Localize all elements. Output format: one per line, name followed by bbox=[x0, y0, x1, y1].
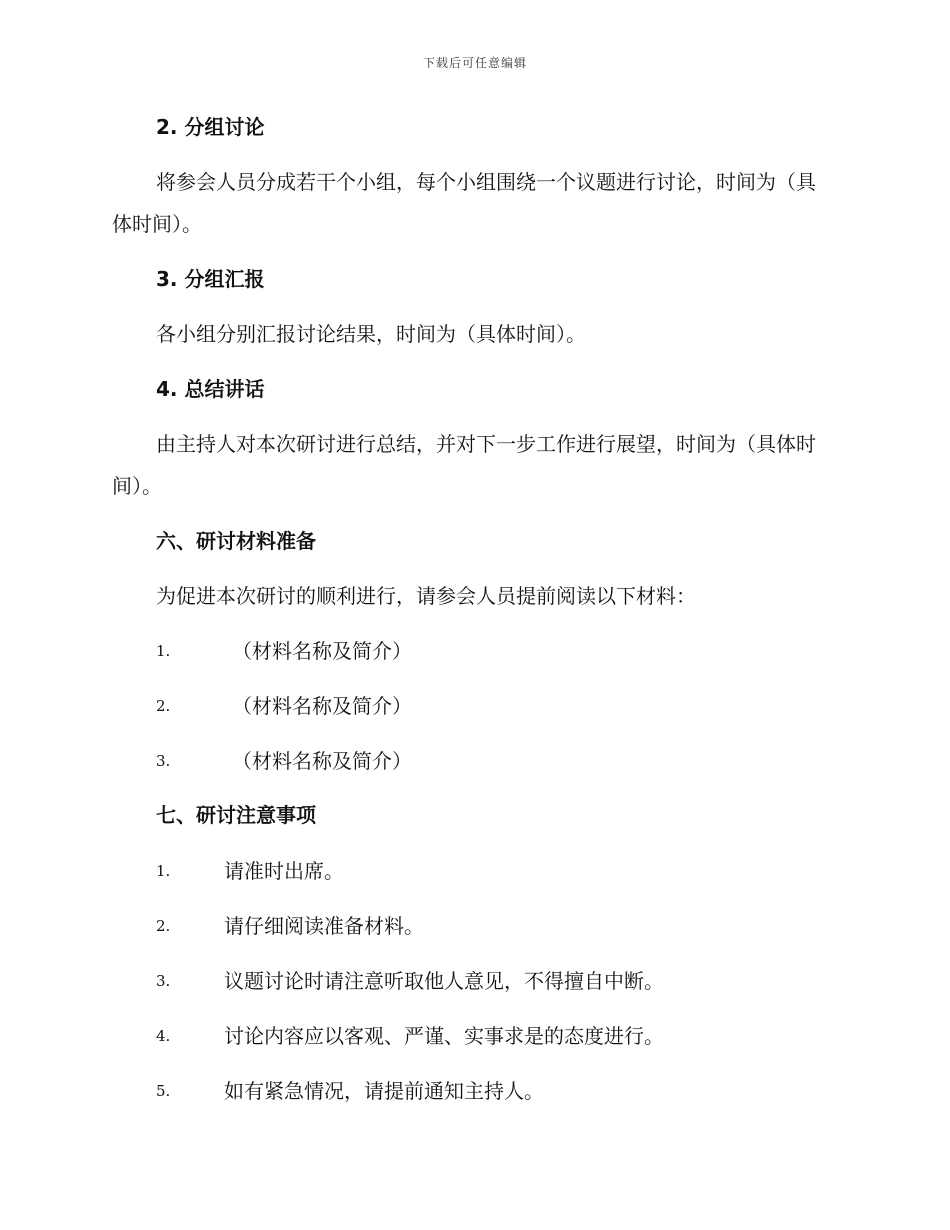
page-header: 下载后可任意编辑 bbox=[422, 56, 527, 70]
list-number: 5. bbox=[156, 1082, 171, 1100]
section-heading-notes: 七、研讨注意事项 bbox=[156, 803, 316, 827]
list-text: 请仔细阅读准备材料。 bbox=[224, 914, 424, 938]
section-heading-group-discussion: 2. 分组讨论 bbox=[156, 115, 265, 139]
list-text: 讨论内容应以客观、严谨、实事求是的态度进行。 bbox=[224, 1024, 664, 1048]
list-text: 如有紧急情况，请提前通知主持人。 bbox=[224, 1079, 544, 1103]
list-number: 3. bbox=[156, 972, 171, 990]
list-text: （材料名称及简介） bbox=[232, 749, 412, 773]
list-text: 议题讨论时请注意听取他人意见，不得擅自中断。 bbox=[224, 969, 664, 993]
list-number: 2. bbox=[156, 917, 171, 935]
list-number: 2. bbox=[156, 697, 171, 715]
paragraph-materials-intro: 为促进本次研讨的顺利进行，请参会人员提前阅读以下材料： bbox=[156, 584, 696, 608]
list-number: 1. bbox=[156, 862, 171, 880]
section-heading-summary-speech: 4. 总结讲话 bbox=[156, 377, 265, 401]
list-number: 4. bbox=[156, 1027, 171, 1045]
section-heading-group-report: 3. 分组汇报 bbox=[156, 267, 265, 291]
paragraph-summary-speech: 由主持人对本次研讨进行总结，并对下一步工作进行展望，时间为（具体时间）。 bbox=[112, 432, 816, 498]
list-number: 1. bbox=[156, 642, 171, 660]
list-text: （材料名称及简介） bbox=[232, 639, 412, 663]
list-text: （材料名称及简介） bbox=[232, 694, 412, 718]
paragraph-group-report: 各小组分别汇报讨论结果，时间为（具体时间）。 bbox=[156, 322, 586, 346]
list-number: 3. bbox=[156, 752, 171, 770]
list-text: 请准时出席。 bbox=[224, 859, 344, 883]
section-heading-materials: 六、研讨材料准备 bbox=[156, 529, 316, 553]
paragraph-group-discussion: 将参会人员分成若干个小组，每个小组围绕一个议题进行讨论，时间为（具体时间）。 bbox=[112, 170, 816, 236]
